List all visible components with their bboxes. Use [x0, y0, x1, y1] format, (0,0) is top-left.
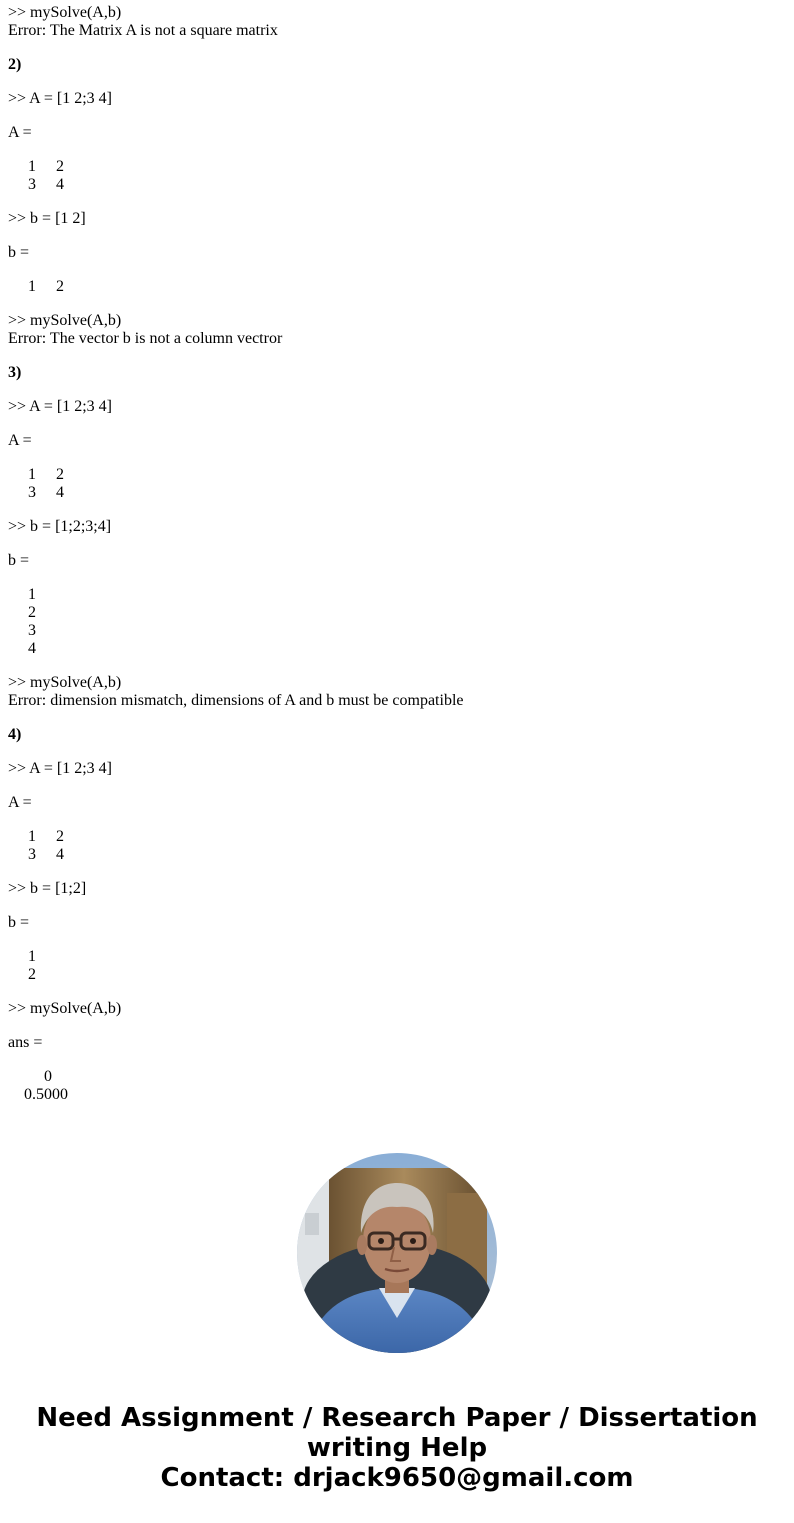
command-line: >> b = [1 2] — [8, 210, 86, 227]
vector-row — [8, 278, 788, 296]
command-line: >> mySolve(A,b) — [8, 1000, 122, 1017]
output-label: b = — [8, 244, 30, 261]
output-label: A = — [8, 432, 32, 449]
command-line: >> A = [1 2;3 4] — [8, 90, 112, 107]
matrix-value: 3 — [28, 176, 36, 193]
error-message: Error: The Matrix A is not a square matrix — [8, 22, 278, 39]
vector-value: 1 — [28, 278, 36, 295]
command-line: >> b = [1;2;3;4] — [8, 518, 112, 535]
command-line: >> b = [1;2] — [8, 880, 87, 897]
contact-line: Contact: drjack9650@gmail.com — [160, 1463, 634, 1493]
vector-row — [8, 948, 788, 966]
matrix-row — [8, 158, 788, 176]
answer-row — [8, 1068, 788, 1086]
vector-value: 2 — [28, 604, 36, 621]
vector-value: 1 — [28, 948, 36, 965]
promo-line: writing Help — [306, 1433, 488, 1463]
matrix-value: 1 — [28, 466, 36, 483]
matrix-value: 3 — [28, 846, 36, 863]
vector-row — [8, 622, 788, 640]
command-line: >> A = [1 2;3 4] — [8, 760, 112, 777]
author-avatar — [297, 1153, 497, 1353]
promo-line: Need Assignment / Research Paper / Dissertation — [36, 1403, 758, 1433]
command-line: >> mySolve(A,b) — [8, 674, 122, 691]
matrix-row — [8, 484, 788, 502]
matrix-value: 4 — [56, 846, 64, 863]
output-label: ans = — [8, 1034, 43, 1051]
section-heading: 3) — [8, 364, 22, 381]
matrix-value: 3 — [28, 484, 36, 501]
command-line: >> mySolve(A,b) — [8, 312, 122, 329]
promo-banner — [0, 1403, 794, 1493]
matrix-row — [8, 846, 788, 864]
output-label: A = — [8, 124, 32, 141]
matrix-row — [8, 466, 788, 484]
matrix-value: 4 — [56, 176, 64, 193]
vector-value: 1 — [28, 586, 36, 603]
vector-row — [8, 604, 788, 622]
vector-value: 2 — [56, 278, 64, 295]
document-body — [8, 4, 788, 1104]
error-message: Error: The vector b is not a column vectror — [8, 330, 283, 347]
matrix-value: 1 — [28, 158, 36, 175]
matrix-value: 4 — [56, 484, 64, 501]
vector-value: 2 — [28, 966, 36, 983]
matrix-row — [8, 176, 788, 194]
matrix-value: 2 — [56, 828, 64, 845]
answer-value: 0 — [44, 1068, 52, 1085]
matrix-value: 2 — [56, 466, 64, 483]
vector-row — [8, 966, 788, 984]
output-label: b = — [8, 552, 30, 569]
vector-row — [8, 586, 788, 604]
answer-value: 0.5000 — [24, 1086, 68, 1103]
matrix-row — [8, 828, 788, 846]
error-message: Error: dimension mismatch, dimensions of A and b must be compatible — [8, 692, 464, 709]
vector-value: 4 — [28, 640, 36, 657]
matrix-value: 2 — [56, 158, 64, 175]
matrix-value: 1 — [28, 828, 36, 845]
section-heading: 4) — [8, 726, 22, 743]
vector-value: 3 — [28, 622, 36, 639]
command-line: >> mySolve(A,b) — [8, 4, 122, 21]
section-heading: 2) — [8, 56, 22, 73]
answer-row — [8, 1086, 788, 1104]
output-label: b = — [8, 914, 30, 931]
command-line: >> A = [1 2;3 4] — [8, 398, 112, 415]
output-label: A = — [8, 794, 32, 811]
vector-row — [8, 640, 788, 658]
